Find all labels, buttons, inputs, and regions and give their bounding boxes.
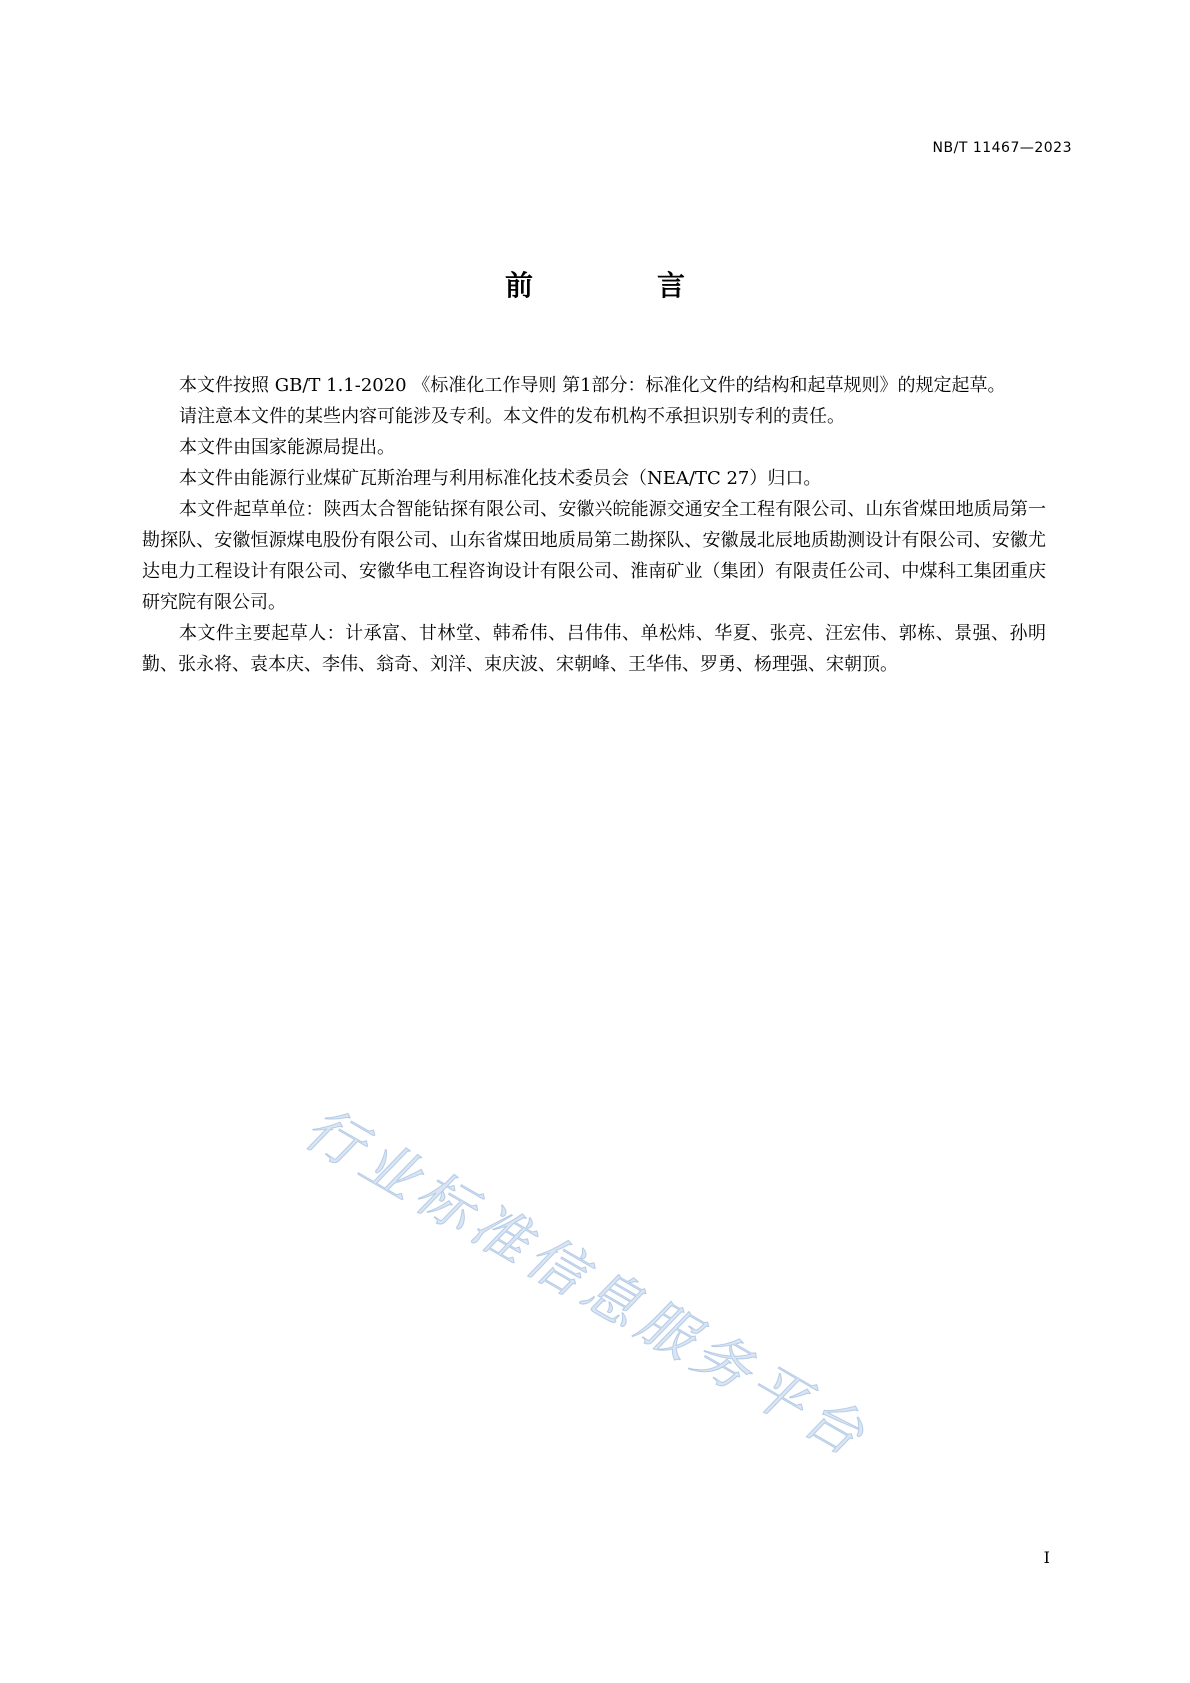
standard-code: NB/T 11467—2023 <box>932 140 1072 156</box>
paragraph-drafting-rules: 本文件按照 GB/T 1.1-2020 《标准化工作导则 第1部分：标准化文件的结构和起草规则》的规定起草。 <box>179 375 1006 396</box>
page-title: 前 言 <box>504 269 733 302</box>
page-number: I <box>1043 1548 1050 1567</box>
paragraph-patent-notice: 请注意本文件的某些内容可能涉及专利。本文件的发布机构不承担识别专利的责任。 <box>179 406 845 427</box>
paragraph-drafting-units: 本文件起草单位：陕西太合智能钻探有限公司、安徽兴皖能源交通安全工程有限公司、山东省煤田地质局第一勘探队、安徽恒源煤电股份有限公司、山东省煤田地质局第二勘探队、安徽晟北辰地质勘测设计有限公司、安徽尤达电力工程设计有限公司、安徽华电工程咨询设计有限公司、淮南矿业（集团）有限责任公司、中煤科工集团重庆研究院有限公司。 <box>142 499 1046 613</box>
paragraph-proposer: 本文件由国家能源局提出。 <box>179 437 395 458</box>
document-body <box>142 370 1046 680</box>
watermark: 行业标准信息服务平台 <box>293 1095 881 1473</box>
paragraph-committee: 本文件由能源行业煤矿瓦斯治理与利用标准化技术委员会（NEA/TC 27）归口。 <box>179 468 822 489</box>
paragraph-drafters: 本文件主要起草人：计承富、甘林堂、韩希伟、吕伟伟、单松炜、华夏、张亮、汪宏伟、郭栋、景强、孙明勤、张永将、袁本庆、李伟、翁奇、刘洋、束庆波、宋朝峰、王华伟、罗勇、杨理强、宋朝顶。 <box>142 623 1046 675</box>
